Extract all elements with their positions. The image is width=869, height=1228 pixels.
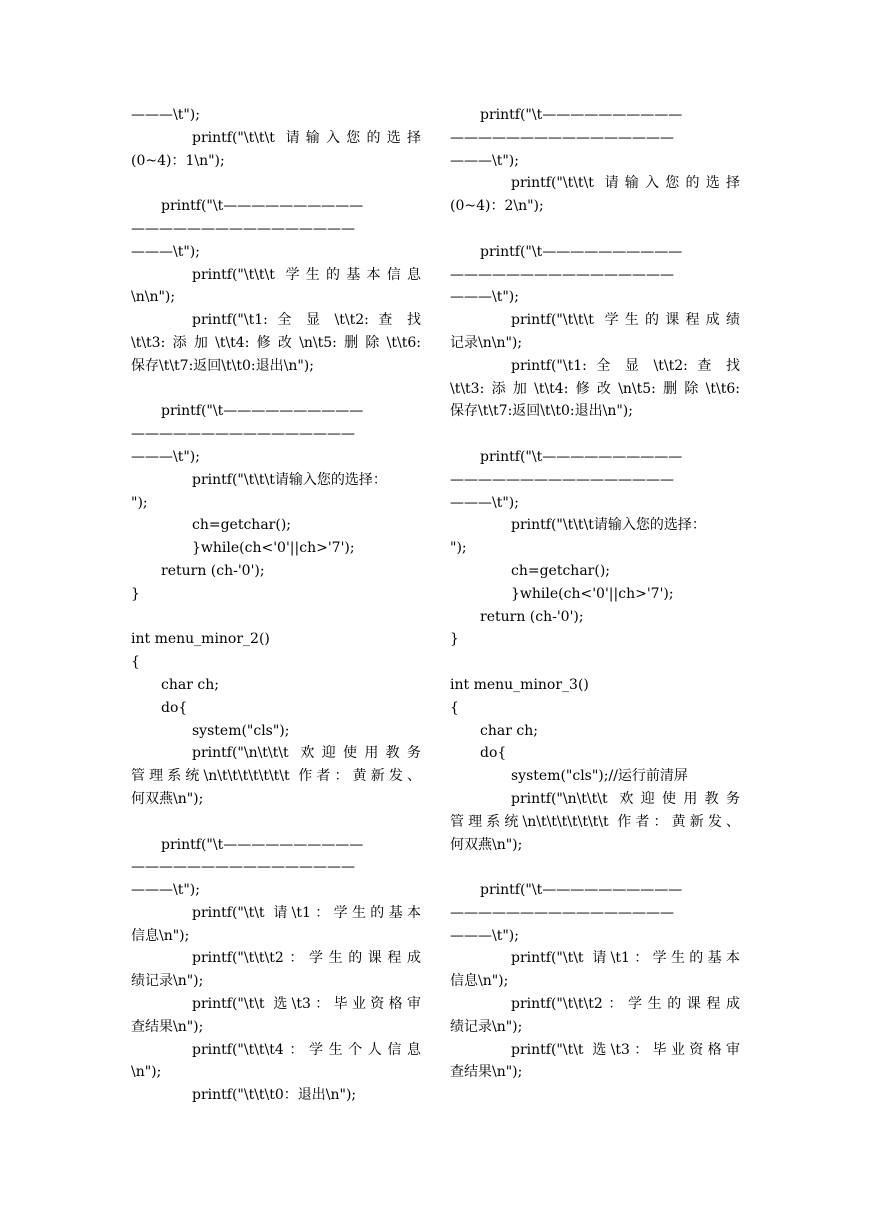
code-line: {	[131, 654, 140, 671]
code-line: char ch;	[480, 722, 538, 739]
code-line: printf("\t——————————	[480, 882, 683, 899]
code-line: do{	[480, 745, 507, 762]
code-line: 绩记录\n");	[131, 973, 204, 990]
code-line: 信息\n");	[450, 973, 509, 990]
code-line: 查结果\n");	[450, 1064, 523, 1081]
code-line: (0~4)：1\n");	[131, 152, 225, 169]
code-line: printf("\t——————————	[161, 198, 364, 215]
code-line: }while(ch<'0'||ch>'7');	[511, 585, 674, 602]
code-line: ");	[131, 494, 148, 511]
code-line: printf("\t\t\t2：学生的课程成	[511, 996, 740, 1013]
code-line: 保存\t\t7:返回\t\t0:退出\n");	[131, 357, 314, 374]
code-line: }	[450, 631, 459, 648]
blank-line	[450, 423, 740, 446]
code-line: printf("\t\t\t 学生的基本信息	[192, 266, 421, 283]
code-line: printf("\t\t\t0：退出\n");	[192, 1087, 357, 1104]
code-line: int menu_minor_2()	[131, 631, 270, 648]
code-line: system("cls");	[192, 722, 290, 739]
code-line: printf("\t\t\t请输入您的选择：	[511, 517, 706, 534]
code-line: printf("\t\t\t 请输入您的选择	[192, 129, 421, 146]
code-line: ————————————————	[131, 426, 355, 443]
code-line: return (ch-'0');	[161, 562, 265, 579]
code-line: ch=getchar();	[511, 562, 610, 579]
code-line: printf("\t\t 选\t3：毕业资格审	[511, 1041, 740, 1058]
code-line: printf("\t\t\t请输入您的选择：	[192, 471, 387, 488]
code-line: {	[450, 699, 459, 716]
code-line: ———\t");	[450, 289, 519, 306]
code-column-right	[450, 104, 740, 1084]
code-column-left	[131, 104, 421, 1107]
code-line: 管理系统\n\t\t\t\t\t\t\t 作者：黄新发、	[131, 768, 421, 785]
code-line: ————————————————	[450, 471, 674, 488]
code-line: ———\t");	[450, 152, 519, 169]
code-line: 绩记录\n");	[450, 1018, 523, 1035]
code-line: printf("\t——————————	[161, 403, 364, 420]
code-line: ———\t");	[450, 927, 519, 944]
code-line: 记录\n\n");	[450, 334, 523, 351]
code-line: printf("\t\t 请\t1：学生的基本	[511, 950, 740, 967]
code-line: ———\t");	[131, 882, 200, 899]
code-line: 保存\t\t7:返回\t\t0:退出\n");	[450, 403, 633, 420]
code-line: ch=getchar();	[192, 517, 291, 534]
code-line: ———\t");	[131, 107, 200, 123]
code-line: ———\t");	[131, 243, 200, 260]
code-line: 信息\n");	[131, 927, 190, 944]
code-line: (0~4)：2\n");	[450, 198, 544, 215]
code-line: ————————————————	[450, 129, 674, 146]
code-line: system("cls");//运行前清屏	[511, 768, 688, 785]
code-line: ————————————————	[450, 266, 674, 283]
code-line: printf("\t\t 请\t1：学生的基本	[192, 904, 421, 921]
code-line: printf("\t——————————	[480, 107, 683, 123]
code-line: \t\t3:添加\t\t4:修改\n\t5:删除\t\t6:	[450, 380, 740, 397]
blank-line	[131, 378, 421, 401]
code-line: 查结果\n");	[131, 1018, 204, 1035]
code-line: \n\n");	[131, 289, 176, 306]
code-line: char ch;	[161, 676, 219, 693]
code-line: return (ch-'0');	[480, 608, 584, 625]
code-line: ");	[450, 540, 467, 557]
code-line: ———\t");	[131, 448, 200, 465]
code-line: ———\t");	[450, 494, 519, 511]
code-line: printf("\t\t\t2：学生的课程成	[192, 950, 421, 967]
code-line: printf("\t1: 全 显 \t\t2: 查 找	[511, 357, 740, 374]
code-line: ————————————————	[131, 220, 355, 237]
code-line: printf("\t\t\t 学生的课程成绩	[511, 312, 740, 329]
code-line: printf("\t——————————	[480, 243, 683, 260]
code-line: }	[131, 585, 140, 602]
code-line: printf("\t——————————	[161, 836, 364, 853]
code-line: 何双燕\n");	[131, 790, 204, 807]
blank-line	[450, 651, 740, 674]
code-line: \n");	[131, 1064, 162, 1081]
code-line: printf("\t1: 全 显 \t\t2: 查 找	[192, 312, 421, 329]
code-line: printf("\t——————————	[480, 448, 683, 465]
blank-line	[131, 811, 421, 834]
blank-line	[131, 172, 421, 195]
blank-line	[450, 218, 740, 241]
code-line: 管理系统\n\t\t\t\t\t\t\t 作者：黄新发、	[450, 813, 740, 830]
code-line: int menu_minor_3()	[450, 676, 589, 693]
code-line: \t\t3:添加\t\t4:修改\n\t5:删除\t\t6:	[131, 334, 421, 351]
code-line: printf("\n\t\t\t 欢迎使用教务	[511, 790, 740, 807]
code-line: do{	[161, 699, 188, 716]
code-line: printf("\t\t\t 请输入您的选择	[511, 175, 740, 192]
code-line: }while(ch<'0'||ch>'7');	[192, 540, 355, 557]
code-line: printf("\t\t\t4：学生个人信息	[192, 1041, 421, 1058]
code-line: printf("\n\t\t\t 欢迎使用教务	[192, 745, 421, 762]
code-line: ————————————————	[450, 904, 674, 921]
code-line: printf("\t\t 选\t3：毕业资格审	[192, 996, 421, 1013]
code-line: 何双燕\n");	[450, 836, 523, 853]
blank-line	[131, 606, 421, 629]
blank-line	[450, 856, 740, 879]
code-line: ————————————————	[131, 859, 355, 876]
